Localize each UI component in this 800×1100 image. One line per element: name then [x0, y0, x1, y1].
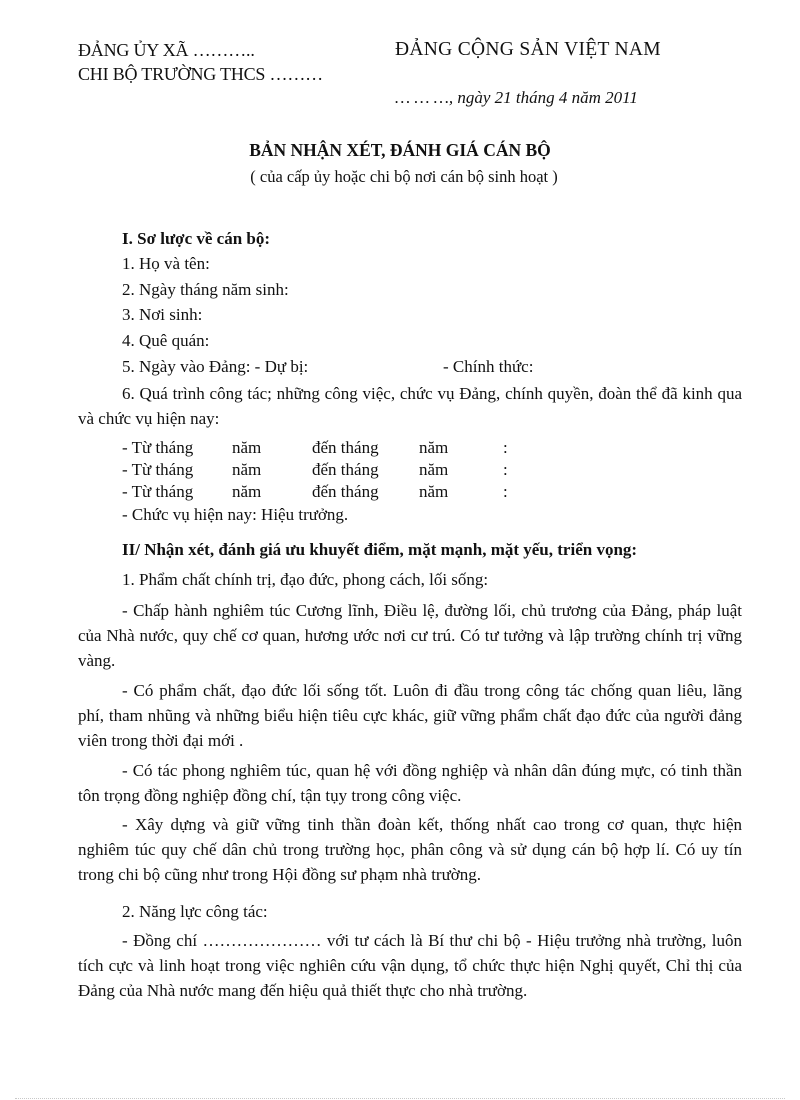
assessment-paragraph: - Chấp hành nghiêm túc Cương lĩnh, Điều lệ, đường lối, chủ trương của Đảng, pháp luật của Nhà nước, quy chế cơ quan, hương ước nơi cư trú. Có tư tưởng và lập trường chính trị vững vàng.: [78, 601, 742, 670]
subsection-work-capacity-heading: 2. Năng lực công tác:: [122, 902, 268, 921]
field-work-history-intro: 6. Quá trình công tác; những công việc, chức vụ Đảng, chính quyền, đoàn thể đã kinh qua và chức vụ hiện nay:: [78, 384, 742, 428]
field-hometown: 4. Quê quán:: [122, 331, 210, 350]
current-position: - Chức vụ hiện nay: Hiệu trưởng.: [122, 505, 349, 524]
colon-label: :: [503, 438, 508, 457]
to-month-label: đến tháng: [312, 460, 379, 479]
section-1-heading: I. Sơ lược về cán bộ:: [122, 229, 271, 248]
assessment-paragraph: - Có tác phong nghiêm túc, quan hệ với đồng nghiệp và nhân dân đúng mực, có tinh thần tôn trọng đồng nghiệp đồng chí, tận tụy trong công việc.: [78, 761, 742, 805]
assessment-paragraph: - Có phẩm chất, đạo đức lối sống tốt. Luôn đi đầu trong công tác chống quan liêu, lãng phí, tham nhũng và những biểu hiện tiêu cực khác, giữ vững phẩm chất đạo đức của người đảng viên trong thời đại mới .: [78, 681, 742, 750]
colon-label: :: [503, 482, 508, 501]
section-2-heading: II/ Nhận xét, đánh giá ưu khuyết điểm, mặt mạnh, mặt yếu, triển vọng:: [122, 540, 638, 559]
field-birthplace: 3. Nơi sinh:: [122, 305, 203, 324]
party-cell-label: CHI BỘ TRƯỜNG THCS ………: [78, 64, 323, 84]
party-committee-label: ĐẢNG ỦY XÃ ………..: [78, 40, 255, 60]
document-title: BẢN NHẬN XÉT, ĐÁNH GIÁ CÁN BỘ: [249, 140, 551, 160]
to-year-label: năm: [419, 438, 449, 457]
field-date-of-birth: 2. Ngày tháng năm sinh:: [122, 280, 289, 299]
subsection-political-quality-heading: 1. Phẩm chất chính trị, đạo đức, phong cách, lối sống:: [122, 570, 489, 589]
assessment-paragraph: - Xây dựng và giữ vững tinh thần đoàn kết, thống nhất cao trong cơ quan, thực hiện nghiêm túc quy chế dân chủ trong trường học, phân công và sử dụng cán bộ hợp lí. Có uy tín trong chi bộ cũng như trong Hội đồng sư phạm nhà trường.: [78, 815, 742, 884]
document-date: … … …, ngày 21 tháng 4 năm 2011: [395, 88, 638, 107]
capacity-paragraph: - Đồng chí ………………… với tư cách là Bí thư chi bộ - Hiệu trưởng nhà trường, luôn tích cực và linh hoạt trong việc nghiên cứu vận dụng, tổ chức thực hiện Nghị quyết, Chỉ thị của Đảng của Nhà nước mang đến hiệu quả thiết thực cho nhà trường.: [78, 931, 742, 1000]
field-full-name: 1. Họ và tên:: [122, 254, 210, 273]
to-year-label: năm: [419, 460, 449, 479]
from-month-label: - Từ tháng: [122, 460, 194, 479]
party-name-heading: ĐẢNG CỘNG SẢN VIỆT NAM: [395, 39, 661, 60]
field-party-admission-probationary: 5. Ngày vào Đảng: - Dự bị:: [122, 357, 309, 376]
from-month-label: - Từ tháng: [122, 438, 194, 457]
from-month-label: - Từ tháng: [122, 482, 194, 501]
from-year-label: năm: [232, 438, 262, 457]
colon-label: :: [503, 460, 508, 479]
field-party-admission-official: - Chính thức:: [443, 357, 534, 376]
to-year-label: năm: [419, 482, 449, 501]
to-month-label: đến tháng: [312, 482, 379, 501]
page-bottom-divider: [15, 1098, 785, 1099]
to-month-label: đến tháng: [312, 438, 379, 457]
from-year-label: năm: [232, 460, 262, 479]
from-year-label: năm: [232, 482, 262, 501]
document-subtitle: ( của cấp ủy hoặc chi bộ nơi cán bộ sinh hoạt ): [250, 167, 558, 186]
